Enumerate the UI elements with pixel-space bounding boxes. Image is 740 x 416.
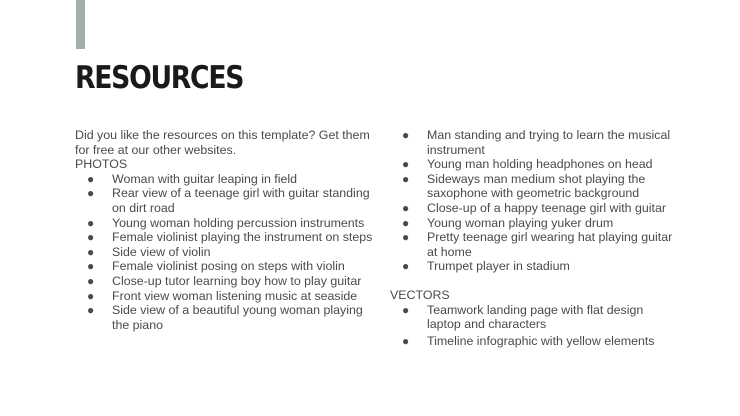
photos-heading: PHOTOS <box>75 157 128 172</box>
list-item[interactable]: ● Woman with guitar leaping in field <box>87 171 298 186</box>
list-item[interactable]: ● Female violinist playing the instrument on steps <box>87 230 373 245</box>
accent-bar <box>76 0 85 49</box>
list-item[interactable]: ● Sideways man medium shot playing the saxophone with geometric background <box>402 171 646 201</box>
bullet-icon: ● <box>87 244 95 259</box>
vectors-heading: VECTORS <box>390 287 450 302</box>
list-item[interactable]: ● Front view woman listening music at seaside <box>87 288 358 303</box>
list-item[interactable]: ● Trumpet player in stadium <box>402 259 570 274</box>
bullet-icon: ● <box>402 333 410 348</box>
bullet-icon: ● <box>402 171 410 186</box>
list-item[interactable]: ● Side view of a beautiful young woman playing the piano <box>87 303 363 332</box>
list-item[interactable]: ● Close-up of a happy teenage girl with guitar <box>402 200 667 215</box>
intro-text: Did you like the resources on this template? Get them for free at our other websites. <box>75 128 370 157</box>
list-item[interactable]: ● Side view of violin <box>87 244 211 259</box>
photos-list-left <box>75 172 375 333</box>
bullet-icon: ● <box>402 259 410 274</box>
list-item[interactable]: ● Young woman holding percussion instruments <box>87 215 365 230</box>
bullet-icon: ● <box>87 186 95 201</box>
bullet-icon: ● <box>87 230 95 245</box>
bullet-icon: ● <box>87 215 95 230</box>
bullet-icon: ● <box>87 288 95 303</box>
bullet-icon: ● <box>402 128 410 142</box>
bullet-icon: ● <box>402 230 410 245</box>
bullet-icon: ● <box>87 273 95 288</box>
list-item[interactable]: ● Young woman playing yuker drum <box>402 215 614 230</box>
bullet-icon: ● <box>87 259 95 274</box>
bullet-icon: ● <box>87 303 95 318</box>
bullet-icon: ● <box>402 157 410 172</box>
photos-list-right <box>390 128 680 274</box>
vectors-list <box>390 303 680 349</box>
list-item[interactable]: ● Timeline infographic with yellow elements <box>402 333 655 348</box>
list-item[interactable]: ● Close-up tutor learning boy how to play guitar <box>87 273 362 288</box>
bullet-icon: ● <box>402 215 410 230</box>
bullet-icon: ● <box>402 200 410 215</box>
list-item[interactable]: ● Female violinist posing on steps with violin <box>87 259 345 274</box>
list-item[interactable]: ● Man standing and trying to learn the musical instrument <box>402 128 671 157</box>
list-item[interactable]: ● Rear view of a teenage girl with guitar standing on dirt road <box>87 186 370 215</box>
right-column <box>390 128 680 350</box>
left-column <box>75 128 375 332</box>
list-item[interactable]: ● Young man holding headphones on head <box>402 157 653 172</box>
bullet-icon: ● <box>402 302 410 317</box>
list-item[interactable]: ● Pretty teenage girl wearing hat playing guitar at home <box>402 230 673 259</box>
page-title: RESOURCES <box>75 60 244 96</box>
list-item[interactable]: ● Teamwork landing page with flat design laptop and characters <box>402 302 644 332</box>
bullet-icon: ● <box>87 171 95 186</box>
